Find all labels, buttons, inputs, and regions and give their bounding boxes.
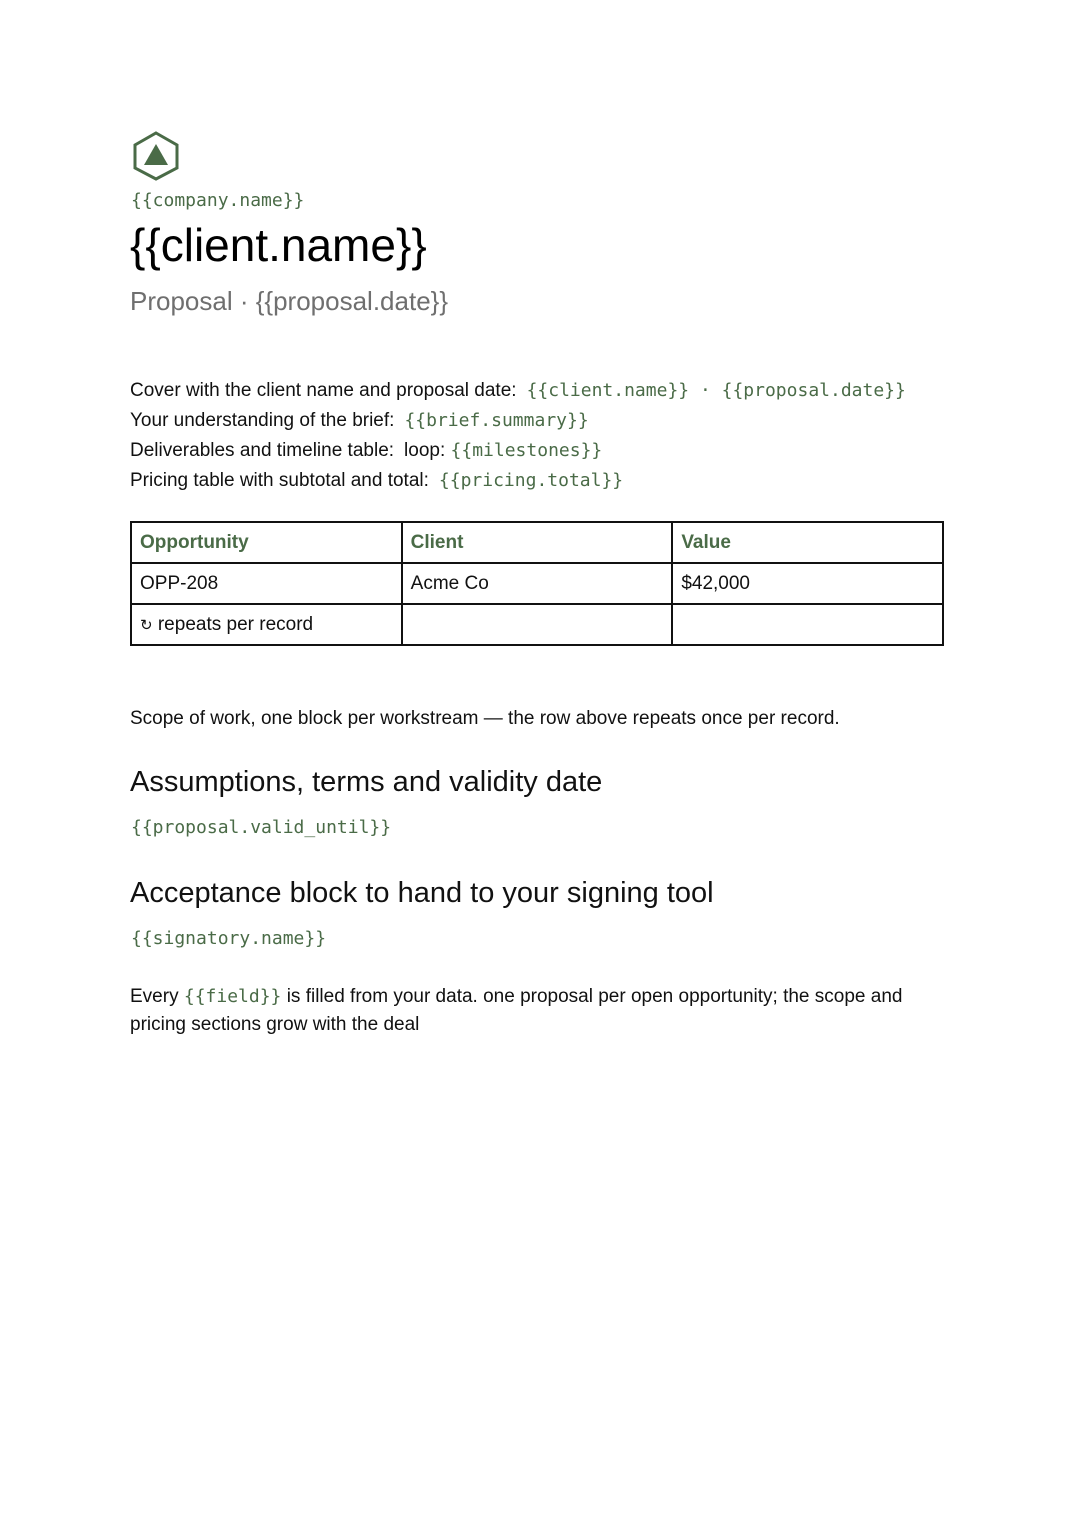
outline-list bbox=[130, 376, 990, 496]
merge-field: {{brief.summary}} bbox=[404, 410, 589, 431]
table-header-row bbox=[131, 522, 943, 563]
table-cell: OPP-208 bbox=[131, 563, 402, 604]
column-header: Value bbox=[672, 522, 943, 563]
column-header: Opportunity bbox=[131, 522, 402, 563]
opportunity-table bbox=[130, 521, 944, 646]
merge-field: {{pricing.total}} bbox=[438, 470, 624, 491]
merge-field-signatory: {{signatory.name}} bbox=[131, 928, 327, 949]
page-title: {{client.name}} bbox=[130, 219, 427, 271]
table-cell: Acme Co bbox=[402, 563, 673, 604]
merge-field-example: {{field}} bbox=[183, 986, 282, 1007]
table-cell bbox=[131, 604, 402, 645]
section-heading-assumptions: Assumptions, terms and validity date bbox=[130, 766, 603, 798]
outline-label: Pricing table with subtotal and total: bbox=[130, 470, 429, 491]
footer-text: is filled from your data. one proposal per open opportunity; the scope and pricing sections grow with the deal bbox=[130, 986, 903, 1035]
outline-item-deliverables bbox=[130, 436, 990, 466]
outline-item-cover bbox=[130, 376, 990, 406]
footer-text: Every bbox=[130, 986, 179, 1007]
table-cell bbox=[672, 604, 943, 645]
page-subtitle: Proposal · {{proposal.date}} bbox=[130, 286, 449, 316]
company-name-field: {{company.name}} bbox=[131, 190, 305, 211]
hexagon-triangle-logo-icon bbox=[133, 131, 179, 181]
table-row bbox=[131, 563, 943, 604]
merge-field-valid-until: {{proposal.valid_until}} bbox=[131, 817, 392, 838]
section-heading-acceptance: Acceptance block to hand to your signing tool bbox=[130, 877, 714, 909]
table-cell: $42,000 bbox=[672, 563, 943, 604]
outline-label: Cover with the client name and proposal date: bbox=[130, 380, 517, 401]
outline-label: Deliverables and timeline table: bbox=[130, 440, 395, 461]
repeat-label: repeats per record bbox=[157, 613, 314, 635]
scope-note: Scope of work, one block per workstream — the row above repeats once per record. bbox=[130, 708, 840, 729]
column-header: Client bbox=[402, 522, 673, 563]
merge-field: {{client.name}} · {{proposal.date}} bbox=[526, 380, 906, 401]
outline-label: Your understanding of the brief: bbox=[130, 410, 395, 431]
outline-item-brief bbox=[130, 406, 990, 436]
outline-item-pricing bbox=[130, 466, 990, 496]
merge-field: {{milestones}} bbox=[450, 440, 603, 461]
table-cell bbox=[402, 604, 673, 645]
footer-note bbox=[130, 983, 960, 1039]
repeat-row bbox=[131, 604, 943, 645]
repeat-icon: ↻ bbox=[140, 616, 153, 634]
loop-prefix: loop: bbox=[404, 440, 446, 461]
